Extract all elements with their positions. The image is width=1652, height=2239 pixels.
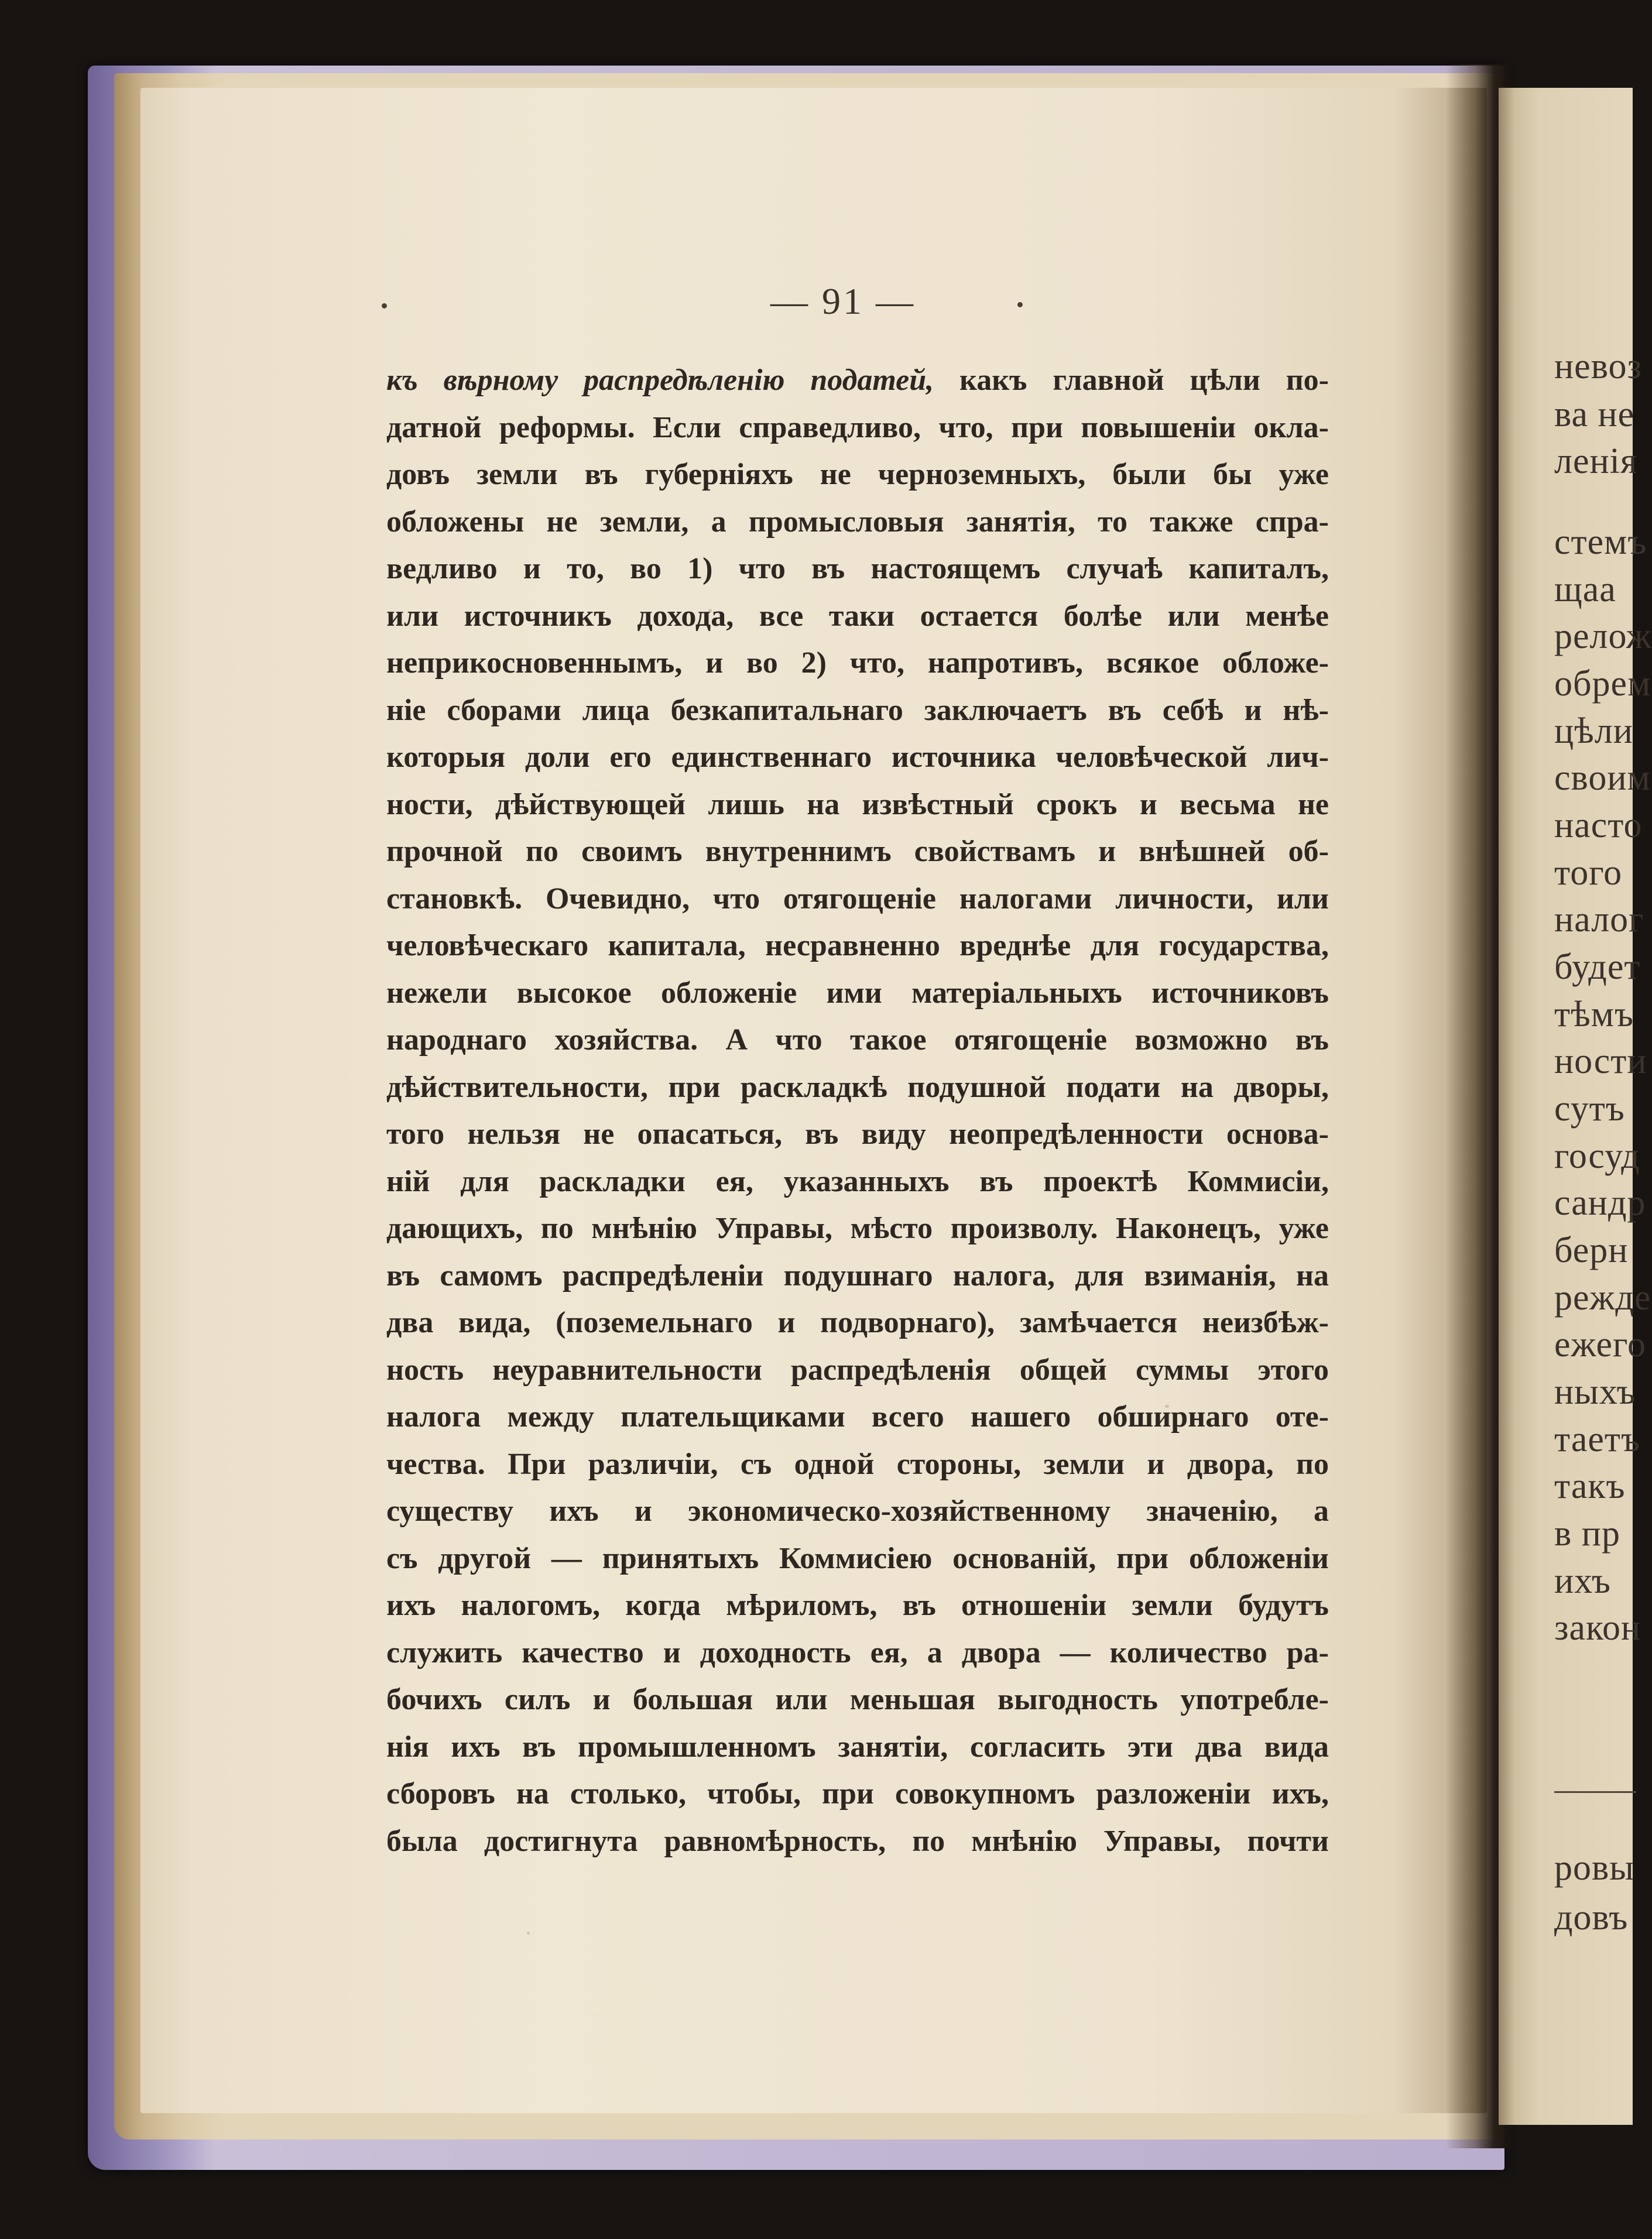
text-line [386, 828, 1329, 876]
next-page-fragment: будет [1554, 947, 1641, 987]
text-line [386, 1441, 1329, 1489]
line-text: прочной по своимъ внутреннимъ свойствамъ и внѣшней об- [386, 835, 1329, 868]
line-text: неприкосновеннымъ, и во 2) что, напротивъ, всякое обложе- [386, 646, 1329, 680]
text-line [386, 1724, 1329, 1771]
text-line [386, 1818, 1329, 1866]
line-text: дающихъ, по мнѣнію Управы, мѣсто произволу. Наконецъ, уже [386, 1212, 1329, 1245]
line-text: ній для раскладки ея, указанныхъ въ проектѣ Коммисіи, [386, 1164, 1329, 1198]
next-page-fragment: ныхъ [1554, 1372, 1636, 1412]
text-line [386, 357, 1329, 404]
text-line [386, 640, 1329, 687]
text-line [386, 1205, 1329, 1253]
text-line [386, 876, 1329, 923]
next-page-rule [1554, 1791, 1636, 1793]
text-line [386, 687, 1329, 735]
line-text: была достигнута равномѣрность, по мнѣнію Управы, почти [386, 1824, 1329, 1858]
next-page-fragment: ва не [1554, 395, 1635, 434]
paper-speck [527, 1932, 530, 1935]
next-page-fragment: берн [1554, 1230, 1629, 1270]
line-text: существу ихъ и экономическо-хозяйственному значенію, а [386, 1494, 1329, 1528]
next-page-fragment: режде [1554, 1278, 1651, 1318]
next-page-fragment: того [1554, 853, 1623, 893]
line-text: чества. При различіи, съ одной стороны, земли и двора, по [386, 1447, 1329, 1481]
text-line [386, 1111, 1329, 1158]
line-text: дѣйствительности, при раскладкѣ подушной подати на дворы, [386, 1070, 1329, 1104]
line-text: ніе сборами лица безкапитальнаго заключаетъ въ себѣ и нѣ- [386, 693, 1329, 727]
text-line [386, 1253, 1329, 1300]
next-page-fragment: обрем [1554, 664, 1651, 704]
line-text: народнаго хозяйства. А что такое отягощеніе возможно въ [386, 1023, 1329, 1057]
next-page-fragment: насто [1554, 805, 1643, 845]
text-line [386, 1630, 1329, 1677]
next-page-fragment: ленія [1554, 441, 1638, 481]
next-page-fragment: тѣмъ [1554, 995, 1634, 1034]
body-text [386, 357, 1329, 1865]
next-page-fragment: релож [1554, 616, 1652, 656]
line-text: довъ земли въ губерніяхъ не черноземныхъ, были бы уже [386, 458, 1329, 491]
text-line [386, 1488, 1329, 1535]
next-page-fragment: сутъ [1554, 1089, 1625, 1129]
line-text: два вида, (поземельнаго и подворнаго), замѣчается неизбѣж- [386, 1306, 1329, 1339]
paper-speck [382, 303, 387, 308]
next-page-edge [1499, 88, 1652, 2125]
line-text: которыя доли его единственнаго источника человѣческой лич- [386, 740, 1329, 774]
text-line [386, 1347, 1329, 1394]
line-text: ность неуравнительности распредѣленія общей суммы этого [386, 1353, 1329, 1387]
line-text: нежели высокое обложеніе ими матеріальныхъ источниковъ [386, 976, 1329, 1010]
next-page-fragment: стемъ [1554, 522, 1647, 562]
page-number-header: — 91 — [770, 280, 916, 322]
next-page-fragment: таетъ [1554, 1419, 1641, 1459]
next-page-fragment: сандр [1554, 1183, 1646, 1223]
text-line [386, 781, 1329, 829]
text-line [386, 1676, 1329, 1724]
line-text: обложены не земли, а промысловыя занятія, то также спра- [386, 505, 1329, 539]
text-line [386, 593, 1329, 640]
line-text: какъ главной цѣли по- [934, 364, 1329, 397]
next-page-fragment: ихъ [1554, 1561, 1611, 1601]
text-line [386, 1582, 1329, 1630]
line-text: ихъ налогомъ, когда мѣриломъ, въ отношеніи земли будутъ [386, 1589, 1329, 1622]
line-text: ведливо и то, во 1) что въ настоящемъ случаѣ капиталъ, [386, 552, 1329, 585]
text-line [386, 546, 1329, 593]
next-page-fragment: цѣли [1554, 711, 1633, 751]
text-line [386, 734, 1329, 781]
text-line [386, 404, 1329, 452]
line-text: датной реформы. Если справедливо, что, при повышеніи окла- [386, 410, 1329, 444]
next-page-fragment: невоз [1554, 347, 1643, 386]
text-line [386, 1535, 1329, 1583]
text-line [386, 1394, 1329, 1441]
line-text: человѣческаго капитала, несравненно вреднѣе для государства, [386, 929, 1329, 962]
next-page-fragment: ровы [1554, 1848, 1634, 1888]
line-text: бочихъ силъ и большая или меньшая выгодность употребле- [386, 1683, 1329, 1716]
text-line [386, 1771, 1329, 1818]
paper-speck [1017, 302, 1023, 307]
next-page-fragment: своим [1554, 758, 1651, 798]
line-text: въ самомъ распредѣленіи подушнаго налога, для взиманія, на [386, 1259, 1329, 1292]
text-line [386, 499, 1329, 546]
next-page-fragment: закон [1554, 1608, 1641, 1648]
text-line [386, 1299, 1329, 1347]
line-text: служить качество и доходность ея, а двора — количество ра- [386, 1635, 1329, 1669]
text-line [386, 1064, 1329, 1112]
text-line [386, 923, 1329, 970]
line-text: ности, дѣйствующей лишь на извѣстный срокъ и весьма не [386, 787, 1329, 821]
italic-lead-text: къ вѣрному распредѣленію податей, [386, 364, 934, 397]
next-page-fragment: госуд [1554, 1136, 1640, 1176]
next-page-fragment: такъ [1554, 1466, 1626, 1506]
line-text: налога между плательщиками всего нашего обширнаго оте- [386, 1400, 1329, 1434]
next-page-fragment: налог [1554, 900, 1644, 940]
line-text: того нельзя не опасаться, въ виду неопредѣленности основа- [386, 1117, 1329, 1151]
next-page-fragment: в пр [1554, 1514, 1620, 1554]
next-page-fragment: довъ [1554, 1898, 1629, 1938]
line-text: становкѣ. Очевидно, что отягощеніе налогами личности, или [386, 882, 1329, 916]
text-line [386, 451, 1329, 499]
next-page-fragment: щаа [1554, 570, 1616, 609]
next-page-fragment: ежего [1554, 1325, 1646, 1364]
text-line [386, 1017, 1329, 1064]
line-text: сборовъ на столько, чтобы, при совокупномъ разложеніи ихъ, [386, 1777, 1329, 1811]
text-line [386, 1158, 1329, 1206]
text-line [386, 970, 1329, 1017]
next-page-fragment: ности [1554, 1041, 1647, 1081]
line-text: съ другой — принятыхъ Коммисіею основаній, при обложеніи [386, 1541, 1329, 1575]
line-text: нія ихъ въ промышленномъ занятіи, согласить эти два вида [386, 1730, 1329, 1764]
line-text: или источникъ дохода, все таки остается болѣе или менѣе [386, 599, 1329, 633]
